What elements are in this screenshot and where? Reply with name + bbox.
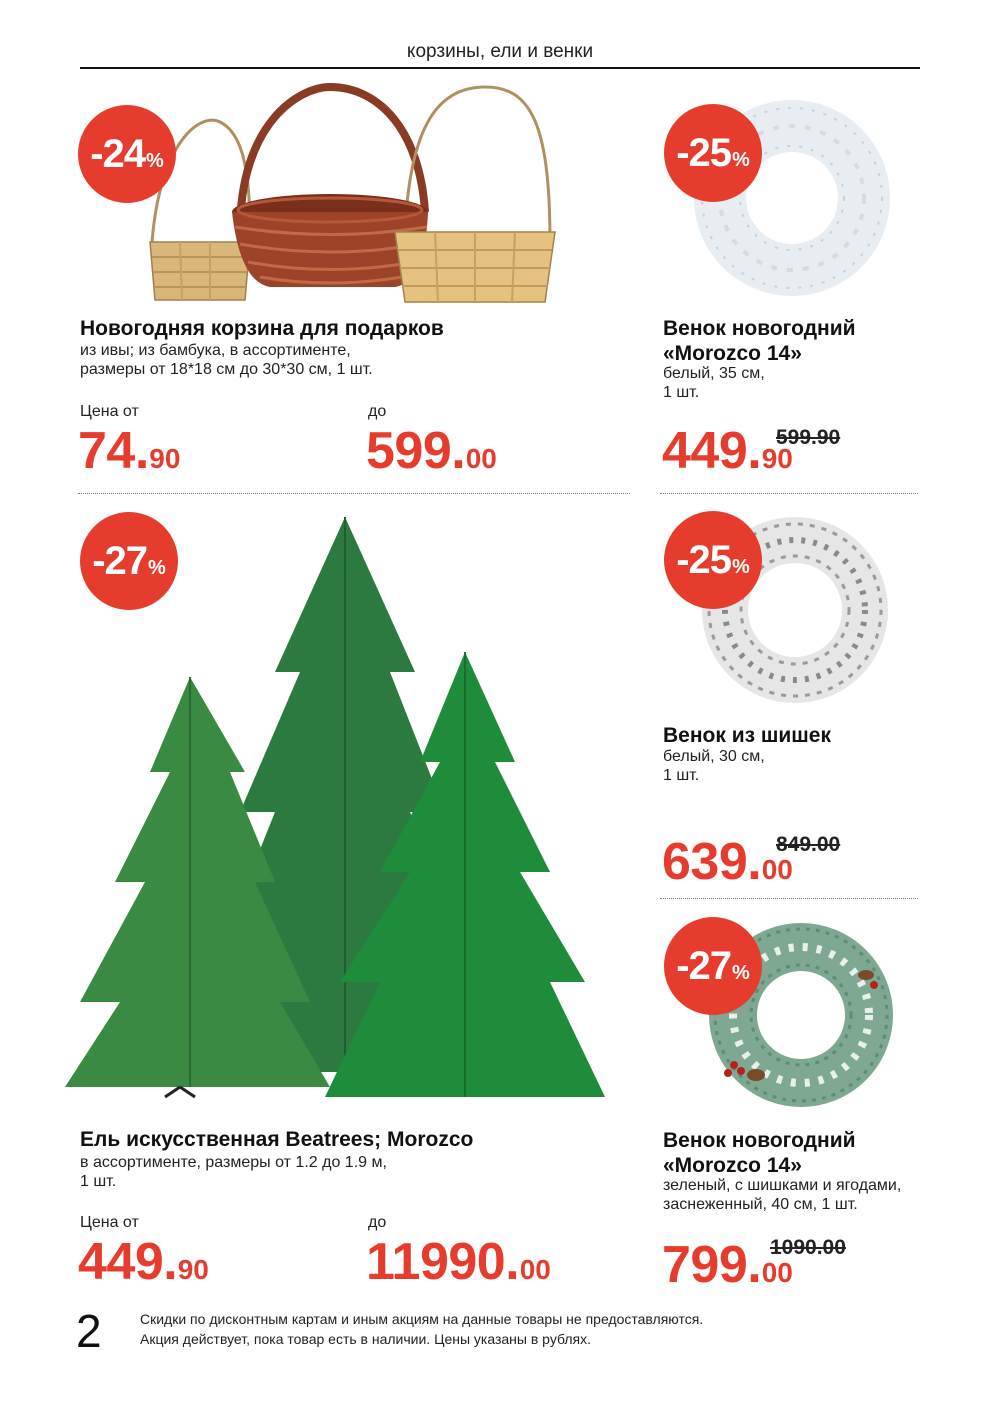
- product-desc-wreath-cones-1: белый, 30 см,: [663, 748, 765, 765]
- product-desc-wreath-white-2: 1 шт.: [663, 384, 700, 401]
- product-desc-wreath-white-1: белый, 35 см,: [663, 365, 765, 382]
- divider-left-top: [78, 493, 630, 494]
- page-number: 2: [76, 1305, 102, 1357]
- product-desc-wreath-cones-2: 1 шт.: [663, 767, 700, 784]
- price-wreath-green: 799.00: [662, 1236, 793, 1294]
- discount-badge-wreath-cones: -25 %: [664, 511, 762, 609]
- product-title-wreath-white-2: «Morozco 14»: [663, 342, 802, 365]
- product-title-tree: Ель искусственная Beatrees; Morozco: [80, 1128, 474, 1151]
- discount-badge-wreath-green: -27 %: [664, 917, 762, 1015]
- price-from-tree: 449.90: [78, 1233, 209, 1291]
- price-to-basket: 599.00: [366, 422, 497, 480]
- price-from-label-basket: Цена от: [80, 403, 139, 420]
- product-title-basket: Новогодняя корзина для подарков: [80, 317, 444, 340]
- old-price-wreath-cones: 849.00: [776, 833, 841, 856]
- old-price-wreath-white: 599.90: [776, 426, 841, 449]
- product-desc-tree-2: 1 шт.: [80, 1173, 117, 1190]
- old-price-wreath-green: 1090.00: [770, 1236, 846, 1259]
- basket-image: [140, 82, 560, 312]
- price-wreath-white: 449.90: [662, 422, 793, 480]
- product-desc-basket-1: из ивы; из бамбука, в ассортименте,: [80, 342, 351, 359]
- product-desc-tree-1: в ассортименте, размеры от 1.2 до 1.9 м,: [80, 1154, 387, 1171]
- discount-badge-wreath-white: -25 %: [664, 104, 762, 202]
- discount-badge-basket: -24 %: [78, 105, 176, 203]
- product-desc-basket-2: размеры от 18*18 см до 30*30 см, 1 шт.: [80, 361, 373, 378]
- product-title-wreath-green-2: «Morozco 14»: [663, 1154, 802, 1177]
- discount-badge-tree: -27 %: [80, 512, 178, 610]
- price-to-label-tree: до: [368, 1214, 387, 1231]
- header-divider: [80, 67, 920, 69]
- product-title-wreath-green-1: Венок новогодний: [663, 1129, 856, 1152]
- price-to-tree: 11990.00: [366, 1233, 551, 1291]
- section-title: корзины, ели и венки: [406, 41, 594, 62]
- price-to-label-basket: до: [368, 403, 387, 420]
- price-from-basket: 74.90: [78, 422, 181, 480]
- price-from-label-tree: Цена от: [80, 1214, 139, 1231]
- divider-right-2: [660, 898, 918, 899]
- footnote: [140, 1309, 703, 1349]
- product-desc-wreath-green-1: зеленый, с шишками и ягодами,: [663, 1177, 902, 1194]
- price-wreath-cones: 639.00: [662, 833, 793, 891]
- product-title-wreath-white-1: Венок новогодний: [663, 317, 856, 340]
- divider-right-1: [660, 493, 918, 494]
- footnote-line-2: Акция действует, пока товар есть в наличии. Цены указаны в рублях.: [140, 1331, 592, 1347]
- footnote-line-1: Скидки по дисконтным картам и иным акциям на данные товары не предоставляются.: [140, 1311, 704, 1327]
- product-title-wreath-cones: Венок из шишек: [663, 724, 831, 747]
- product-desc-wreath-green-2: заснеженный, 40 см, 1 шт.: [663, 1196, 858, 1213]
